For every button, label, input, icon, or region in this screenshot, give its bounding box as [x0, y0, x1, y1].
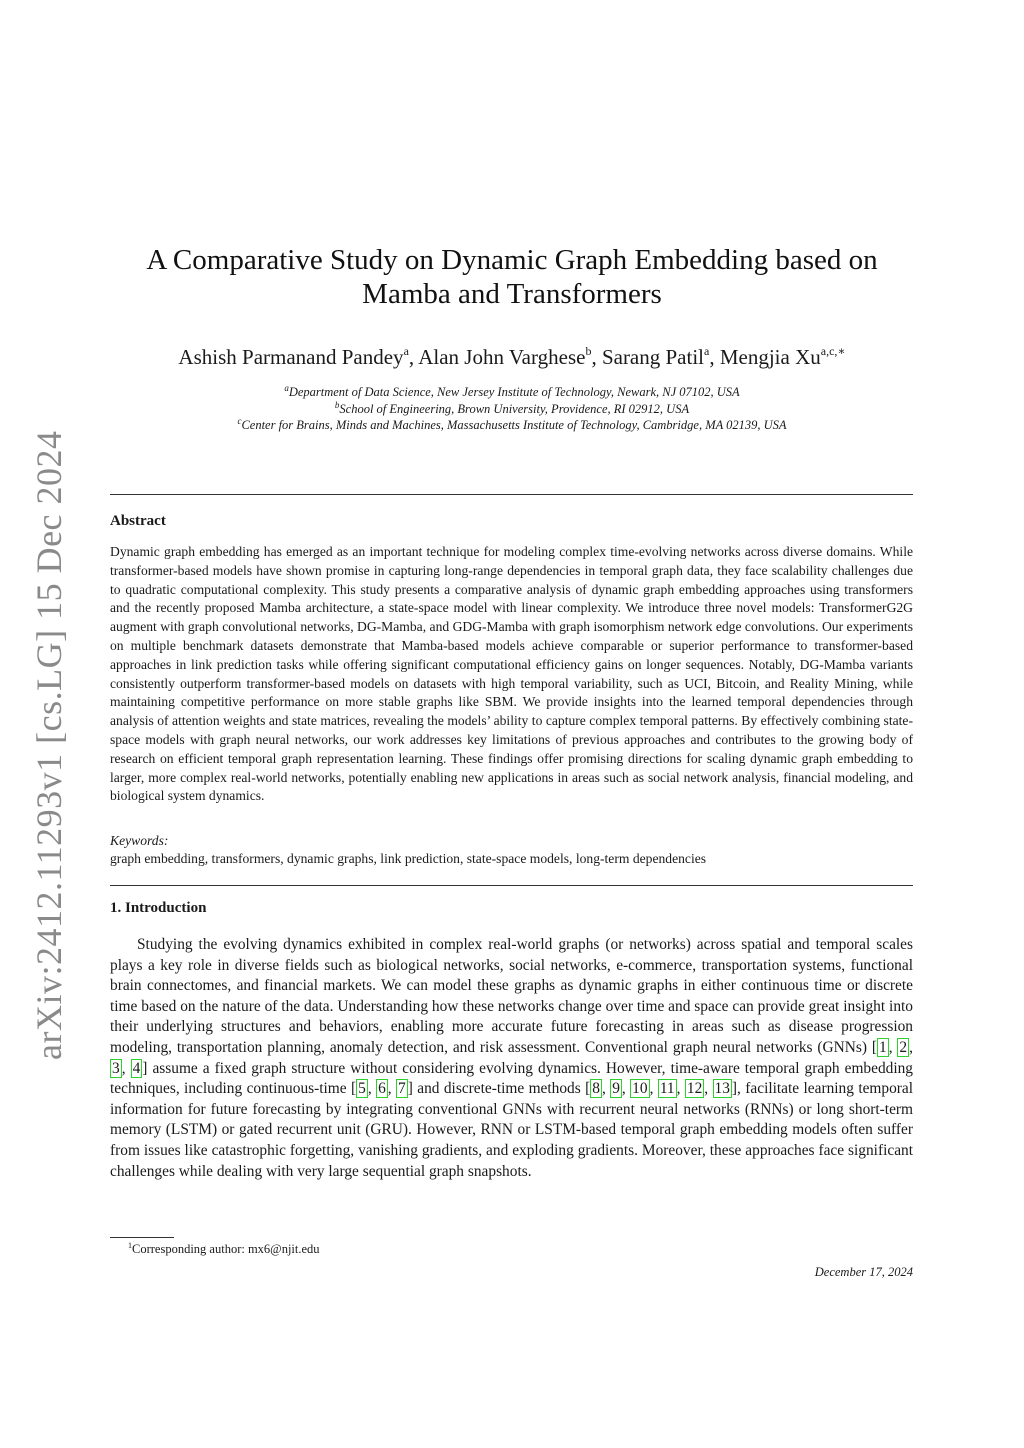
citation-link[interactable]: 1 [878, 1038, 887, 1056]
title-line-2: Mamba and Transformers [362, 278, 662, 310]
affiliation [0, 384, 1024, 401]
citation-link[interactable]: 6 [378, 1080, 386, 1098]
author-list: Ashish Parmanand Pandey$^a$, Alan John Varghese$^b$, Sarang Patil$^a$, Mengjia $Xu^{a,c,∗}$ [178, 344, 846, 369]
affil-mark: a [284, 383, 289, 393]
affil-text: School of Engineering, Brown University, Providence, RI 02912, USA [339, 401, 690, 416]
author-name: Ashish Parmanand Pandey [178, 345, 404, 369]
author-affil-mark: a [704, 344, 710, 358]
divider-top [110, 494, 913, 495]
affiliation [0, 417, 1024, 434]
intro-text: Studying the evolving dynamics exhibited in complex real-world graphs (or networks) across spatial and temporal scales plays a key role in diverse fields such as biological networks, social networks, e-commerce, transportation systems, functional brain connectomes, and financial markets. We can model these graphs as dynamic graphs in either continuous time or discrete time based on the nature of the data. Understanding how these networks change over time and space can provide great insight into their underlying structures and behaviors, enabling more accurate future forecasting in areas such as disease progression modeling, transportation planning, anomaly detection, and risk assessment. Conventional graph neural networks (GNNs) [ [110, 936, 913, 1056]
section-heading-introduction: 1. Introduction [110, 900, 207, 916]
intro-text: ] assume a fixed graph structure without considering evolving dynamics. However, time-aware temporal graph embedding techniques, including continuous-time [ [110, 1059, 913, 1098]
author-name: Mengjia Xu [719, 345, 821, 369]
keywords-heading: Keywords: [110, 833, 169, 848]
affil-mark: c [237, 416, 242, 426]
introduction-paragraph: Studying the evolving dynamics exhibited in complex real-world graphs (or networks) across spatial and temporal scales plays a key role in diverse fields such as biological networks, social networks, e-commerce, transportation systems, functional brain connectomes, and financial markets. We can model these graphs as dynamic graphs in either continuous time or discrete time based on the nature of the data. Understanding how these networks change over time and space can provide great insight into their underlying structures and behaviors, enabling more accurate future forecasting in areas such as disease progression modeling, transportation planning, anomaly detection, and risk assessment. Conventional graph neural networks (GNNs) [ 1 , 2 , 3 , 4 ] assume a fixed graph structure without considering evolving dynamics. However, time-aware temporal graph embedding techniques, including continuous-time [ 5 , 6 , 7 ] and discrete-time methods [ 8 , 9 , 10 , 11 , 12 , 13 ], facilitate learning temporal information for future forecasting by integrating conventional GNNs with recurrent neural networks (RNNs) or long short-term memory (LSTM) or gated recurrent unit (GRU). However, RNN or LSTM-based temporal graph embedding models often suffer from issues like catastrophic forgetting, vanishing gradients, and exploding gradients. Moreover, these approaches face significant challenges while dealing with very large sequential graph snapshots. [110, 936, 914, 1180]
footnote-divider [110, 1237, 174, 1238]
abstract-text: Dynamic graph embedding has emerged as an important technique for modeling complex time-evolving networks across diverse domains. While transformer-based models have shown promise in capturing long-range dependencies in temporal graph data, they face scalability challenges due to quadratic computational complexity. This study presents a comparative analysis of dynamic graph embedding approaches using transformers and the recently proposed Mamba architecture, a state-space model with linear complexity. We introduce three novel models: TransformerG2G augment with graph convolutional networks, DG-Mamba, and GDG-Mamba with graph isomorphism network edge convolutions. Our experiments on multiple benchmark datasets demonstrate that Mamba-based models achieve comparable or superior performance to transformer-based approaches in link prediction tasks while offering significant computational efficiency gains on longer sequences. Notably, DG-Mamba variants consistently outperform transformer-based models on datasets with high temporal variability, such as UCI, Bitcoin, and Reality Mining, while maintaining competitive performance on more stable graphs like SBM. We provide insights into the learned temporal dependencies through analysis of attention weights and state matrices, revealing the models’ ability to capture complex temporal patterns. By effectively combining state-space models with graph neural networks, our work addresses key limitations of previous approaches and contributes to the growing body of research on efficient temporal graph representation learning. These findings offer promising directions for scaling dynamic graph embedding to larger, more complex real-world networks, potentially enabling new applications in areas such as social network analysis, financial modeling, and biological system dynamics. [110, 544, 913, 804]
citation-link[interactable]: 12 [686, 1080, 703, 1098]
affil-text: Center for Brains, Minds and Machines, Massachusetts Institute of Technology, Cambridge, MA 02139, USA [241, 418, 787, 432]
citation-link[interactable]: 4 [132, 1059, 141, 1077]
footnote [128, 1242, 320, 1257]
footnote-mark: 1 [128, 1241, 132, 1250]
citation-link[interactable]: 8 [592, 1080, 600, 1098]
intro-text: ] and discrete-time methods [ [407, 1080, 591, 1098]
paper-title [0, 243, 1024, 311]
affiliation [0, 401, 1024, 418]
divider-bottom [110, 885, 913, 886]
author-affil-mark: a,c,∗ [820, 344, 846, 358]
citation-link[interactable]: 11 [659, 1080, 675, 1098]
title-line-1: A Comparative Study on Dynamic Graph Embedding based on [146, 244, 878, 276]
citation-link[interactable]: 13 [714, 1080, 730, 1098]
abstract-heading: Abstract [110, 513, 166, 529]
citation-link[interactable]: 3 [112, 1059, 120, 1077]
citation-link[interactable]: 5 [358, 1080, 366, 1098]
document-date: December 17, 2024 [814, 1265, 913, 1279]
intro-text: ], facilitate learning temporal information for future forecasting by integrating conventional GNNs with recurrent neural networks (RNNs) or long short-term memory (LSTM) or gated recurrent unit (GRU). However, RNN or LSTM-based temporal graph embedding models often suffer from issues like catastrophic forgetting, vanishing gradients, and exploding gradients. Moreover, these approaches face significant challenges while dealing with very large sequential graph snapshots. [110, 1080, 914, 1180]
citation-link[interactable]: 2 [899, 1038, 908, 1056]
author-name: Sarang Patil [601, 345, 705, 369]
affil-mark: b [334, 399, 340, 410]
footnote-text: Corresponding author: mx6@njit.edu [132, 1242, 320, 1256]
citation-link[interactable]: 10 [632, 1080, 648, 1098]
citation-link[interactable]: 7 [398, 1080, 406, 1098]
author-affil-mark: a [403, 344, 409, 358]
author-name: Alan John Varghese [418, 345, 586, 369]
affiliations [0, 384, 1024, 434]
keywords-text: graph embedding, transformers, dynamic graphs, link prediction, state-space models, long-term dependencies [110, 851, 707, 866]
arxiv-identifier: arXiv:2412.11293v1 [cs.LG] 15 Dec 2024 [29, 430, 69, 1060]
author-affil-mark: b [585, 344, 592, 358]
affil-text: Department of Data Science, New Jersey Institute of Technology, Newark, NJ 07102, USA [288, 385, 740, 399]
citation-link[interactable]: 9 [612, 1080, 620, 1098]
